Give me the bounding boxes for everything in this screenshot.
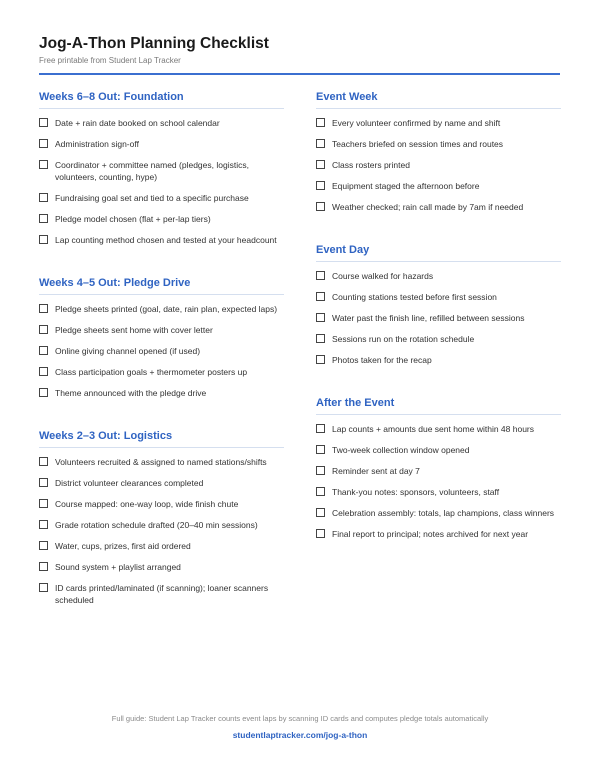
checklist-item-label: Reminder sent at day 7: [332, 466, 420, 476]
checklist-item-label: Volunteers recruited & assigned to named stations/shifts: [55, 457, 267, 467]
checkbox-icon[interactable]: [39, 583, 48, 592]
checkbox-icon[interactable]: [39, 346, 48, 355]
checkbox-icon[interactable]: [39, 304, 48, 313]
page-header: [39, 34, 560, 66]
checklist-item-label: Class rosters printed: [332, 160, 410, 170]
checkbox-icon[interactable]: [316, 529, 325, 538]
footer-note: Full guide: Student Lap Tracker counts event laps by scanning ID cards and computes pledge totals automatically: [111, 714, 489, 723]
checklist-item[interactable]: [316, 507, 561, 519]
checkbox-icon[interactable]: [39, 160, 48, 169]
checklist-item-label: Pledge model chosen (flat + per-lap tiers): [55, 214, 211, 224]
checkbox-icon[interactable]: [316, 487, 325, 496]
checklist-item[interactable]: [39, 498, 284, 510]
checklist-item[interactable]: [39, 303, 284, 315]
checklist-item-label: Weather checked; rain call made by 7am if needed: [332, 202, 524, 212]
checklist-item-label: Lap counts + amounts due sent home within 48 hours: [332, 424, 535, 434]
page-subtitle: Free printable from Student Lap Tracker: [39, 56, 181, 65]
checkbox-icon[interactable]: [39, 325, 48, 334]
checklist-item[interactable]: [316, 354, 561, 366]
checklist-item-label: Final report to principal; notes archived for next year: [332, 529, 529, 539]
checklist-item[interactable]: [316, 138, 561, 150]
checkbox-icon[interactable]: [316, 181, 325, 190]
checklist-section: [316, 243, 561, 366]
checkbox-icon[interactable]: [39, 457, 48, 466]
checklist-item[interactable]: [39, 213, 284, 225]
checklist-item-label: District volunteer clearances completed: [55, 478, 204, 488]
checkbox-icon[interactable]: [39, 520, 48, 529]
checklist-section: [39, 276, 284, 399]
checklist-item[interactable]: [316, 291, 561, 303]
checklist-item[interactable]: [39, 519, 284, 531]
checklist-item-label: Online giving channel opened (if used): [55, 346, 201, 356]
checkbox-icon[interactable]: [316, 271, 325, 280]
checklist-item-label: Water, cups, prizes, first aid ordered: [55, 541, 191, 551]
checklist-item[interactable]: [39, 159, 284, 183]
checkbox-icon[interactable]: [39, 118, 48, 127]
checkbox-icon[interactable]: [316, 292, 325, 301]
checklist-item-label: Grade rotation schedule drafted (20–40 min sessions): [55, 520, 258, 530]
section-title: After the Event: [316, 396, 561, 415]
checklist-item[interactable]: [39, 192, 284, 204]
checklist-item[interactable]: [316, 528, 561, 540]
checklist-item-label: Fundraising goal set and tied to a specific purchase: [55, 193, 249, 203]
checklist-item[interactable]: [39, 345, 284, 357]
checklist-item-label: Date + rain date booked on school calendar: [55, 118, 220, 128]
checklist-item-label: Class participation goals + thermometer posters up: [55, 367, 248, 377]
checklist-item-label: Sessions run on the rotation schedule: [332, 334, 475, 344]
checklist-item-label: Administration sign-off: [55, 139, 139, 149]
checkbox-icon[interactable]: [39, 478, 48, 487]
checklist-item-label: Coordinator + committee named (pledges, logistics, volunteers, counting, hype): [55, 160, 249, 182]
checklist-item[interactable]: [316, 201, 561, 213]
checklist-item[interactable]: [316, 270, 561, 282]
checklist-item[interactable]: [39, 387, 284, 399]
checklist-item[interactable]: [39, 117, 284, 129]
section-title: Weeks 2–3 Out: Logistics: [39, 429, 284, 448]
checkbox-icon[interactable]: [39, 235, 48, 244]
page-title: Jog-A-Thon Planning Checklist: [39, 35, 269, 52]
checkbox-icon[interactable]: [39, 388, 48, 397]
checklist-item-label: Two-week collection window opened: [332, 445, 470, 455]
section-title: Event Day: [316, 243, 561, 262]
checklist-item-label: Counting stations tested before first session: [332, 292, 497, 302]
checklist-item-label: Course walked for hazards: [332, 271, 434, 281]
checklist-item[interactable]: [39, 324, 284, 336]
checklist-item[interactable]: [316, 159, 561, 171]
checklist-item[interactable]: [39, 138, 284, 150]
checkbox-icon[interactable]: [39, 499, 48, 508]
checkbox-icon[interactable]: [39, 214, 48, 223]
checkbox-icon[interactable]: [316, 466, 325, 475]
checkbox-icon[interactable]: [39, 562, 48, 571]
checklist-item[interactable]: [39, 561, 284, 573]
checklist-item[interactable]: [316, 465, 561, 477]
checklist-item[interactable]: [316, 312, 561, 324]
checkbox-icon[interactable]: [316, 160, 325, 169]
checklist-item[interactable]: [316, 333, 561, 345]
section-title: Weeks 6–8 Out: Foundation: [39, 90, 284, 109]
checklist-item-label: Every volunteer confirmed by name and shift: [332, 118, 501, 128]
checklist-item[interactable]: [39, 456, 284, 468]
checklist-item-label: Teachers briefed on session times and routes: [332, 139, 504, 149]
checklist-item-label: Photos taken for the recap: [332, 355, 432, 365]
checklist-item-label: Thank-you notes: sponsors, volunteers, staff: [332, 487, 500, 497]
checklist-item[interactable]: [316, 180, 561, 192]
checklist-section: [316, 90, 561, 213]
checklist-item[interactable]: [39, 540, 284, 552]
checklist-item[interactable]: [39, 477, 284, 489]
checkbox-icon[interactable]: [316, 139, 325, 148]
checklist-item[interactable]: [39, 366, 284, 378]
checklist-item-label: Theme announced with the pledge drive: [55, 388, 207, 398]
checklist-section: [316, 396, 561, 540]
checkbox-icon[interactable]: [316, 424, 325, 433]
checklist-item-label: ID cards printed/laminated (if scanning); loaner scanners scheduled: [55, 583, 269, 605]
checklist-section: [39, 429, 284, 606]
checkbox-icon[interactable]: [316, 508, 325, 517]
checkbox-icon[interactable]: [316, 334, 325, 343]
checkbox-icon[interactable]: [39, 193, 48, 202]
checklist-item-label: Course mapped: one-way loop, wide finish chute: [55, 499, 239, 509]
checkbox-icon[interactable]: [316, 202, 325, 211]
checklist-item[interactable]: [39, 234, 284, 246]
checkbox-icon[interactable]: [39, 367, 48, 376]
checklist-item-label: Water past the finish line, refilled between sessions: [332, 313, 525, 323]
checkbox-icon[interactable]: [316, 118, 325, 127]
header-divider: [39, 73, 560, 75]
footer-link[interactable]: studentlaptracker.com/jog-a-thon: [232, 730, 368, 740]
right-column: [316, 90, 561, 549]
checklist-item-label: Sound system + playlist arranged: [55, 562, 181, 572]
checklist-item[interactable]: [316, 444, 561, 456]
checklist-item-label: Pledge sheets sent home with cover letter: [55, 325, 213, 335]
checklist-item-label: Lap counting method chosen and tested at your headcount: [55, 235, 277, 245]
checkbox-icon[interactable]: [39, 541, 48, 550]
checklist-item[interactable]: [316, 117, 561, 129]
checklist-item[interactable]: [316, 486, 561, 498]
checkbox-icon[interactable]: [39, 139, 48, 148]
checklist-item-label: Pledge sheets printed (goal, date, rain plan, expected laps): [55, 304, 278, 314]
checkbox-icon[interactable]: [316, 313, 325, 322]
left-column: [39, 90, 284, 615]
checklist-item-label: Celebration assembly: totals, lap champions, class winners: [332, 508, 555, 518]
checkbox-icon[interactable]: [316, 355, 325, 364]
checkbox-icon[interactable]: [316, 445, 325, 454]
section-title: Event Week: [316, 90, 561, 109]
checklist-item-label: Equipment staged the afternoon before: [332, 181, 480, 191]
checklist-item[interactable]: [316, 423, 561, 435]
section-title: Weeks 4–5 Out: Pledge Drive: [39, 276, 284, 295]
checklist-section: [39, 90, 284, 246]
checklist-item[interactable]: [39, 582, 284, 606]
